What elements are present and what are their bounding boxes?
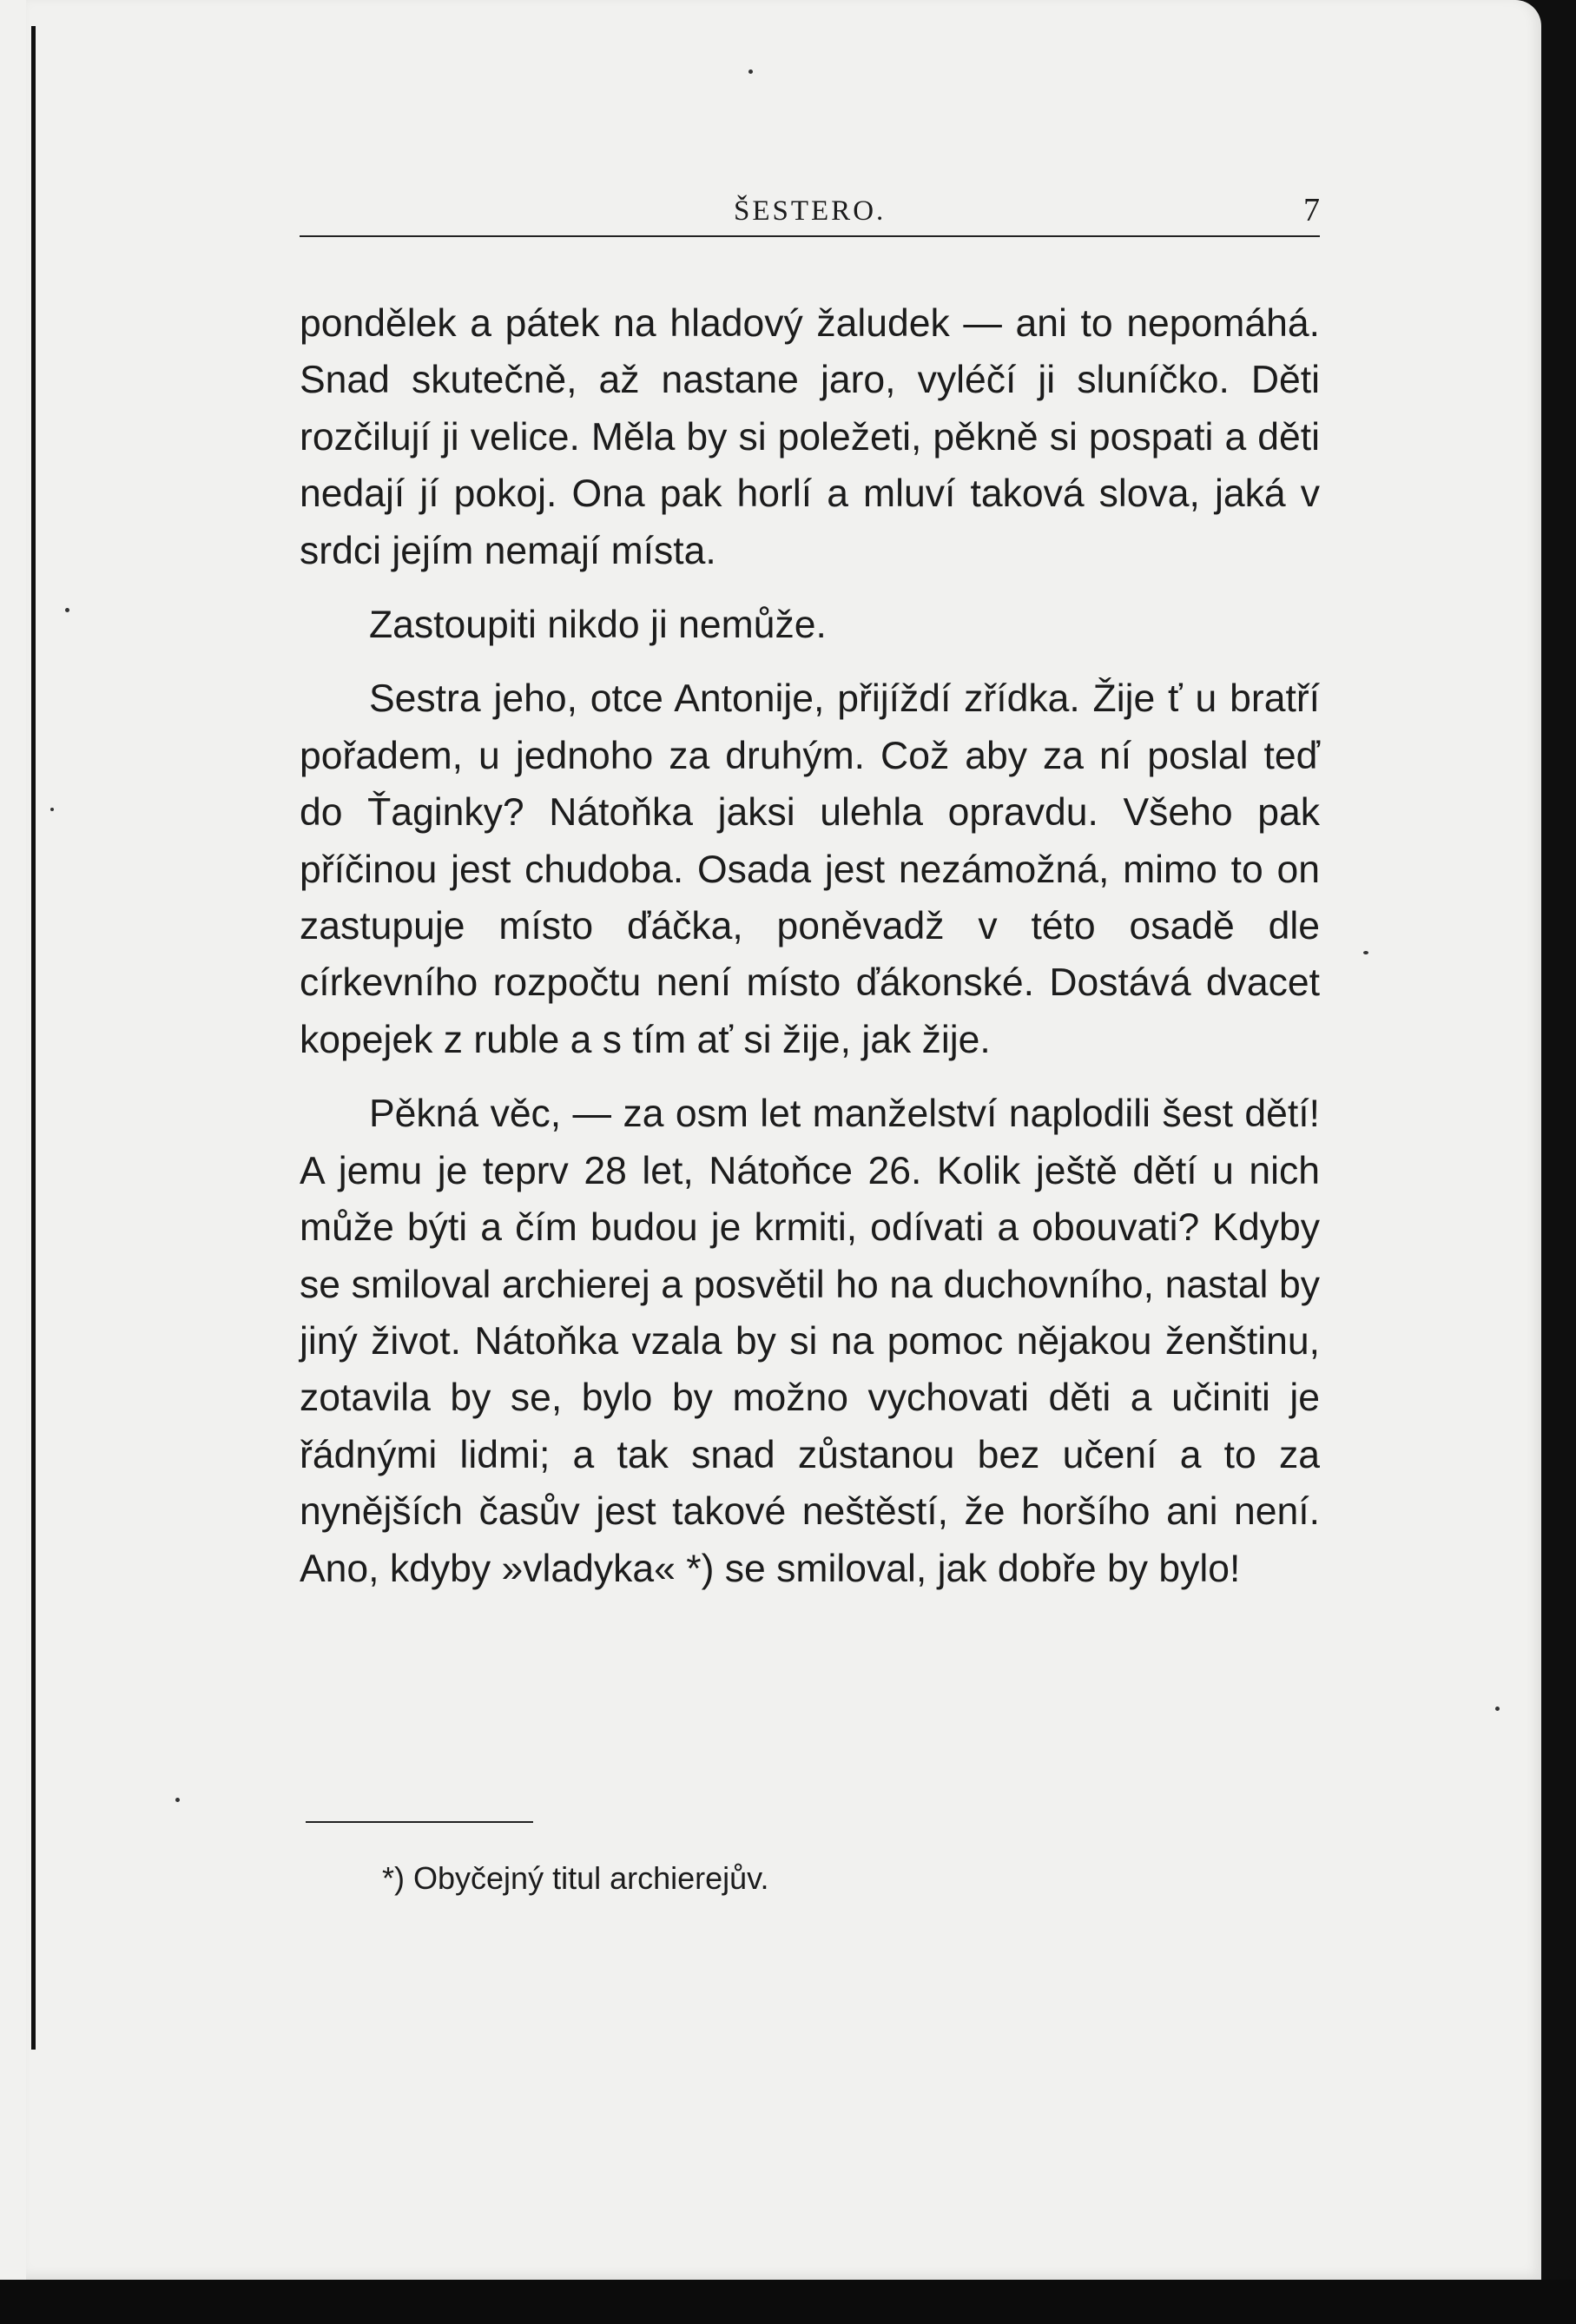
footnote-divider bbox=[306, 1821, 533, 1823]
paragraph: Sestra jeho, otce Antonije, přijíždí zřídka. Žije ť u bratří pořadem, u jednoho za druhým. Což aby za ní poslal teď do Ťaginky? Nátoňka jaksi ulehla opravdu. Všeho pak příčinou jest chudoba. Osada jest nezámožná, mimo to on zastupuje místo ďáčka, poněvadž v této osadě dle církevního rozpočtu není místo ďákonské. Dostává dvacet kopejek z ruble a s tím ať si žije, jak žije. bbox=[300, 677, 1320, 1061]
body-text bbox=[300, 295, 1320, 1597]
scan-speck bbox=[65, 608, 69, 612]
running-title: ŠESTERO. bbox=[734, 195, 887, 227]
binding-strip bbox=[0, 0, 26, 2324]
paragraph: Pěkná věc, — za osm let manželství naplodili šest dětí! A jemu je teprv 28 let, Nátoňce 26. Kolik ještě dětí u nich může býti a čím budou je krmiti, odívati a obouvati? Kdyby se smiloval archierej a posvětil ho na duchovního, nastal by jiný život. Nátoňka vzala by si na pomoc nějakou ženštinu, zotavila by se, bylo by možno vychovati děti a učiniti je řádnými lidmi; a tak snad zůstanou bez učení a to za nynějších časův jest takové neštěstí, že horšího ani není. Ano, kdyby »vladyka« *) se smiloval, jak dobře by bylo! bbox=[300, 1093, 1320, 1590]
paragraph: pondělek a pátek na hladový žaludek — ani to nepomáhá. Snad skutečně, až nastane jaro, vyléčí ji sluníčko. Děti rozčilují ji velice. Měla by si poležeti, pěkně si pospati a děti nedají jí pokoj. Ona pak horlí a mluví taková slova, jaká v srdci jejím nemají místa. bbox=[300, 302, 1320, 572]
scan-speck bbox=[175, 1798, 180, 1802]
page-header bbox=[300, 187, 1320, 237]
scan-speck bbox=[1363, 951, 1368, 954]
scan-speck bbox=[748, 69, 753, 74]
scan-speck bbox=[50, 808, 54, 811]
scan-speck bbox=[1495, 1707, 1500, 1711]
paragraph: Zastoupiti nikdo ji nemůže. bbox=[369, 604, 827, 647]
page-number: 7 bbox=[1303, 192, 1320, 228]
footnote: *) Obyčejný titul archierejův. bbox=[382, 1860, 769, 1896]
binding-edge bbox=[31, 26, 36, 2050]
page-bottom-shadow bbox=[0, 2280, 1576, 2324]
